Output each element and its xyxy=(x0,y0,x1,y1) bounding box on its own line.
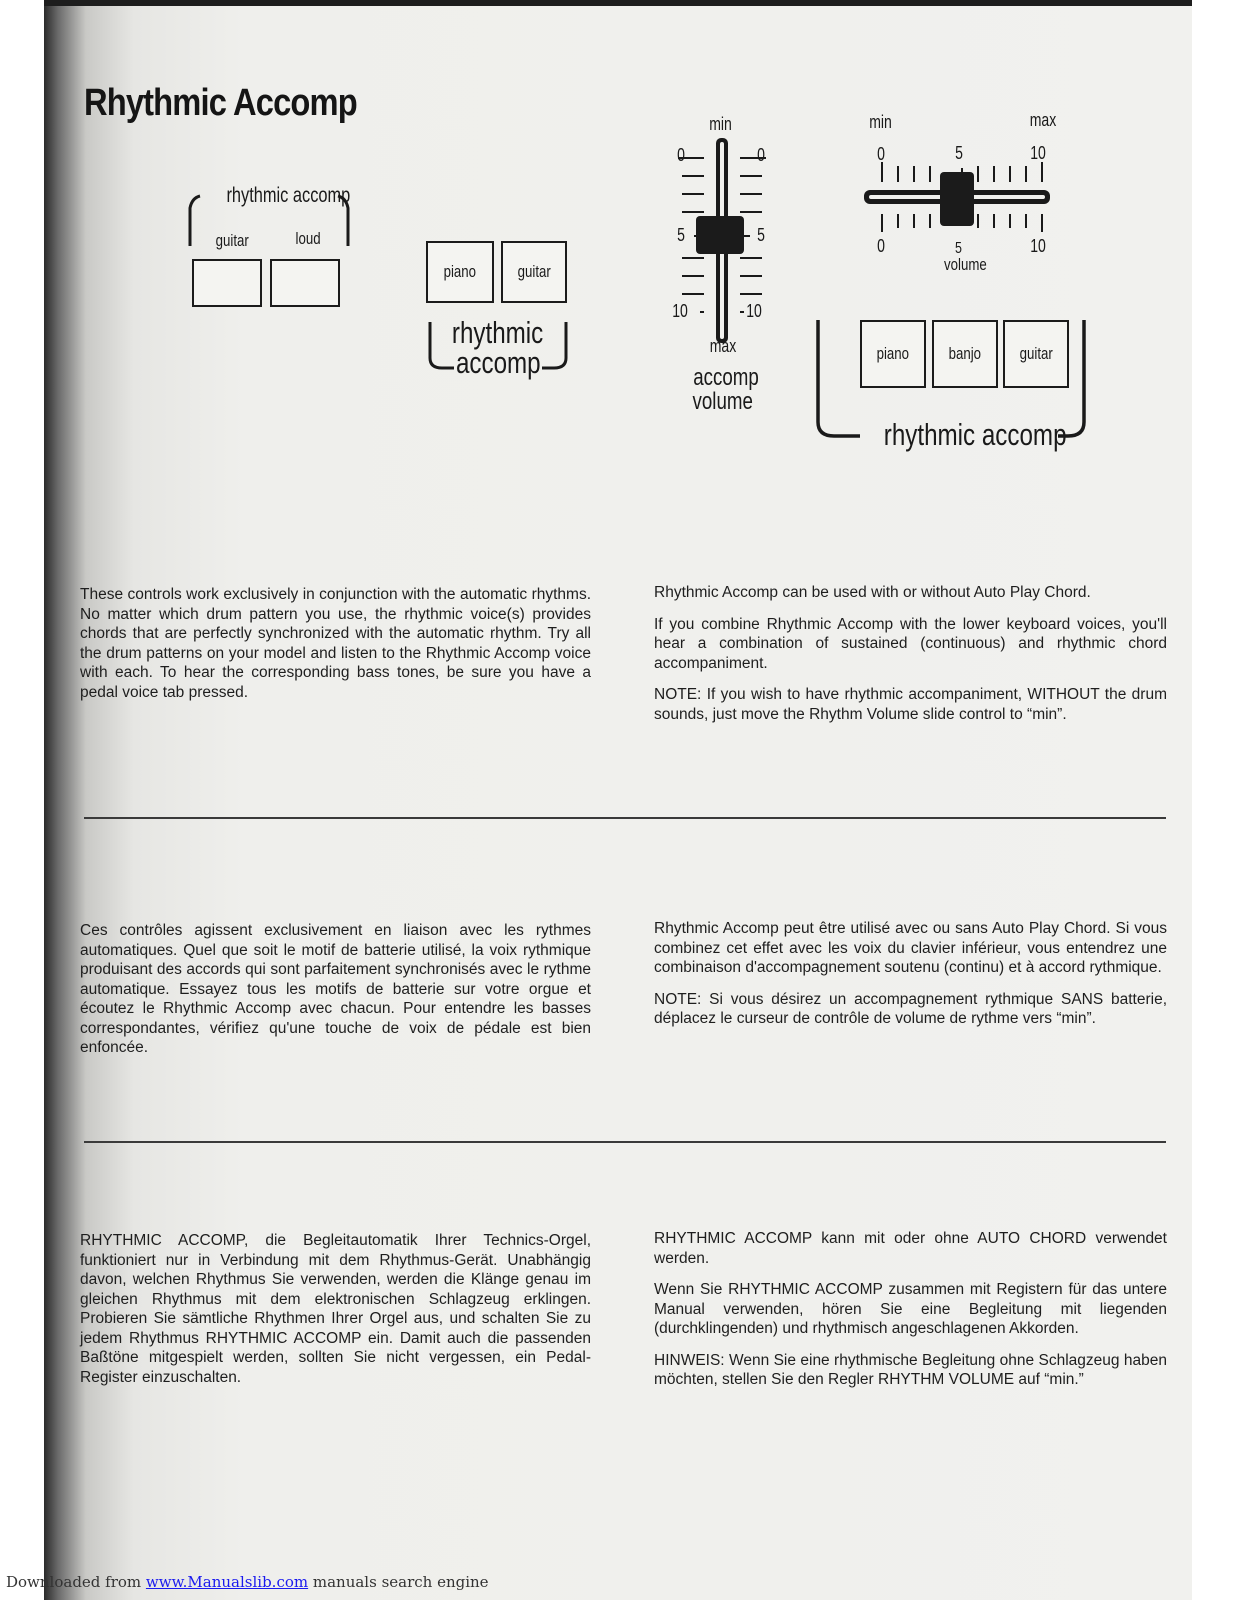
panel-middle-group-label: rhythmic accomp xyxy=(452,315,544,380)
hslider-bottom-5: 5 xyxy=(954,240,962,257)
panel-left-group-label: rhythmic accomp xyxy=(226,184,351,207)
top-edge-bar xyxy=(44,0,1192,6)
piano-tab-right[interactable]: piano xyxy=(860,320,926,388)
vslider-bottom-left: 10 xyxy=(672,301,688,321)
hslider-top-10: 10 xyxy=(1030,143,1046,163)
hslider-top-5: 5 xyxy=(955,143,963,163)
vslider-mid-right: 5 xyxy=(757,225,765,245)
vslider-top-right: 0 xyxy=(757,145,765,165)
download-footer xyxy=(6,1573,489,1591)
german-right-text: RHYTHMIC ACCOMP kann mit oder ohne AUTO CHORD verwendet werden. Wenn Sie RHYTHMIC ACCOMP zusammen mit Registern für das untere Manual verwenden, hören Sie eine Begleitung mit liegenden (durchklingenden) und rhythmisch angeschlagenen Akkorden. HINWEIS: Wenn Sie eine rhythmische Begleitung ohne Schlagzeug haben möchten, stellen Sie den Regler RHYTHM VOLUME auf “min.” xyxy=(654,1230,1167,1388)
hslider-bottom-10: 10 xyxy=(1030,236,1046,256)
vslider-max-label: max xyxy=(709,336,737,356)
loud-tab[interactable] xyxy=(270,259,340,307)
hslider-top-0: 0 xyxy=(877,144,885,164)
volume-knob[interactable] xyxy=(940,172,974,226)
banjo-tab[interactable]: banjo xyxy=(932,320,998,388)
panel-right-group-label: rhythmic accomp xyxy=(883,417,1067,452)
guitar-tab[interactable] xyxy=(192,259,262,307)
hslider-bottom-0: 0 xyxy=(877,236,885,256)
footer-prefix: Downloaded from xyxy=(6,1573,146,1591)
vslider-mid-left: 5 xyxy=(677,225,685,245)
hslider-max-label: max xyxy=(1029,110,1057,130)
footer-suffix: manuals search engine xyxy=(308,1573,489,1591)
vslider-top-left: 0 xyxy=(677,145,685,165)
vslider-caption: accomp volume xyxy=(692,364,759,415)
german-left-text: RHYTHMIC ACCOMP, die Begleitautomatik Ihrer Technics-Orgel, funktioniert nur in Verbindung mit dem Rhythmus-Gerät. Unabhängig davon, welchen Rhythmus Sie verwenden, werden die Klänge genau im gleichen Rhythmus mit dem elektronischen Schlagzeug erklingen. Probieren Sie sämtliche Rhythmen Ihrer Orgel aus, und schalten Sie zu jedem Rhythmus RHYTHMIC ACCOMP ein. Damit auch die passenden Baßtöne mitgespielt werden, sollten Sie nicht vergessen, ein Pedal-Register einzuschalten. xyxy=(80,1232,591,1386)
section-divider-2 xyxy=(84,1141,1166,1143)
guitar-tab-right[interactable]: guitar xyxy=(1003,320,1069,388)
page-title: Rhythmic Accomp xyxy=(84,82,357,124)
panel-left-guitar-label: guitar xyxy=(215,231,249,250)
english-right-text: Rhythmic Accomp can be used with or without Auto Play Chord. If you combine Rhythmic Accomp with the lower keyboard voices, you'll hear a combination of sustained (continuous) and rhythmic chord accompaniment. NOTE: If you wish to have rhythmic accompaniment, WITHOUT the drum sounds, just move the Rhythm Volume slide control to “min”. xyxy=(654,584,1167,723)
section-divider-1 xyxy=(84,817,1166,819)
panel-left-loud-label: loud xyxy=(295,229,321,248)
vslider-bottom-right: 10 xyxy=(746,301,762,321)
guitar-tab-middle[interactable]: guitar xyxy=(501,241,567,303)
manualslib-link[interactable]: www.Manualslib.com xyxy=(145,1573,309,1591)
hslider-caption: volume xyxy=(944,255,987,274)
page-margin xyxy=(1192,0,1237,1600)
piano-tab[interactable]: piano xyxy=(426,241,494,303)
french-left-text: Ces contrôles agissent exclusivement en liaison avec les rythmes automatiques. Quel que soit le motif de batterie utilisé, la voix rythmique produisant des accords qui sont parfaitement synchronisés avec le rythme automatique. Essayez tous les motifs de batterie sur votre orgue et écoutez le Rhythmic Accomp avec chacun. Pour entendre les basses correspondantes, vérifiez qu'une touche de voix de pédale est bien enfoncée. xyxy=(80,922,591,1056)
french-right-text: Rhythmic Accomp peut être utilisé avec ou sans Auto Play Chord. Si vous combinez cet effet avec les voix du clavier inférieur, vous entendrez une combinaison d'accompagnement soutenu (continu) et à accord rythmique. NOTE: Si vous désirez un accompagnement rythmique SANS batterie, déplacez le curseur de contrôle de volume de rythme vers “min”. xyxy=(654,920,1167,1027)
vslider-min-label: min xyxy=(709,114,732,134)
english-left-text: These controls work exclusively in conjunction with the automatic rhythms. No matter which drum pattern you use, the rhythmic voice(s) provides chords that are perfectly synchronized with the automatic rhythm. Try all the drum patterns on your model and listen to the Rhythmic Accomp voice with each. To hear the corresponding bass tones, be sure you have a pedal voice tab pressed. xyxy=(80,586,591,701)
accomp-volume-knob[interactable] xyxy=(696,216,744,254)
hslider-min-label: min xyxy=(869,112,892,132)
